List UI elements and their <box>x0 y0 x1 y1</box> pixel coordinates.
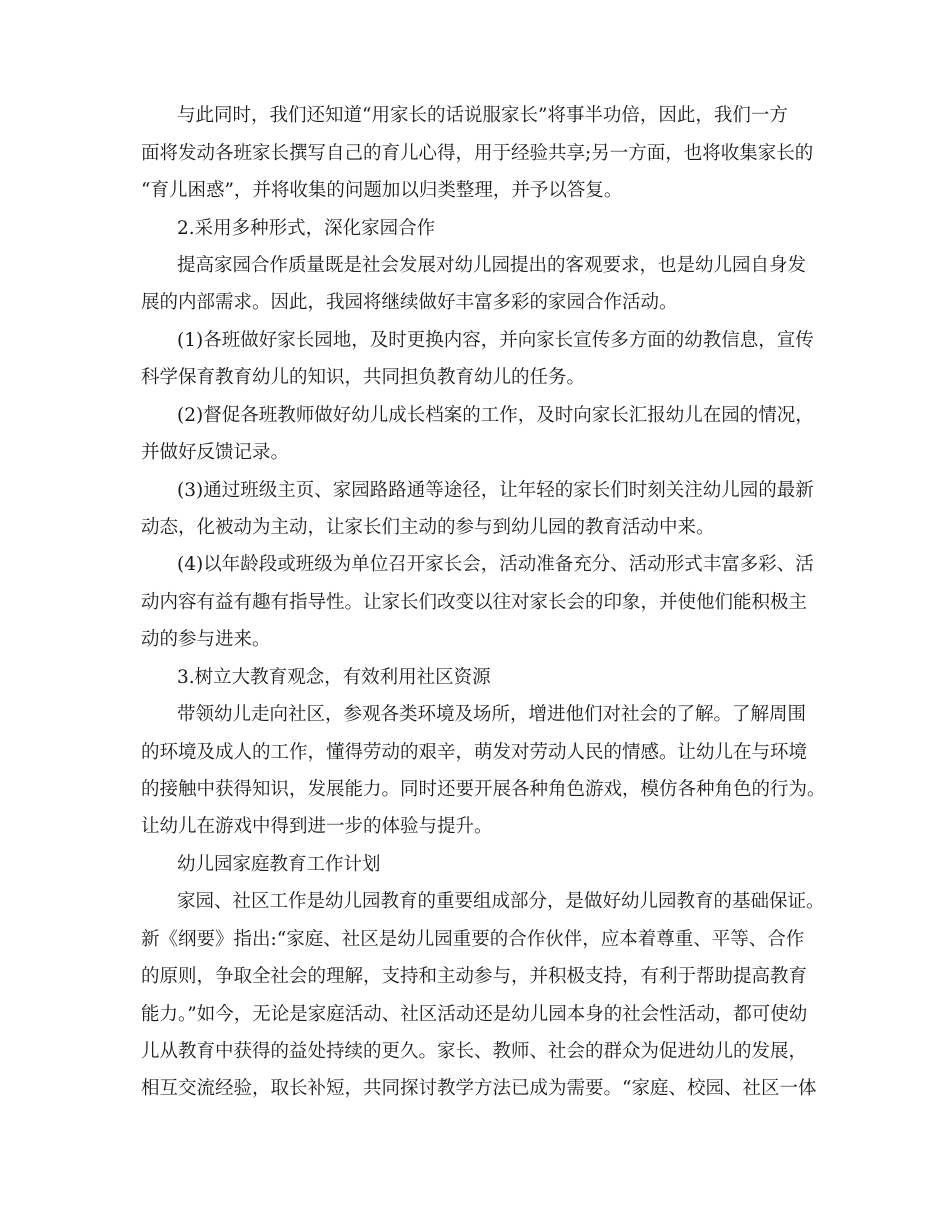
list-item-line: (4)以年龄段或班级为单位召开家长会，活动准备充分、活动形式丰富多彩、活 <box>177 554 814 575</box>
body-text-line: 的原则，争取全社会的理解，支持和主动参与，并积极支持，有利于帮助提高教育 <box>141 966 808 987</box>
body-text-line: 新《纲要》指出:“家庭、社区是幼儿园重要的合作伙伴，应本着尊重、平等、合作 <box>141 929 805 950</box>
body-text-line: 提高家园合作质量既是社会发展对幼儿园提出的客观要求，也是幼儿园自身发 <box>177 255 807 276</box>
body-text-line: “育儿困惑”，并将收集的问题加以归类整理，并予以答复。 <box>141 180 623 201</box>
body-text-line: 的环境及成人的工作，懂得劳动的艰辛，萌发对劳动人民的情感。让幼儿在与环境 <box>141 742 808 763</box>
list-item-line: (1)各班做好家长园地，及时更换内容，并向家长宣传多方面的幼教信息，宣传 <box>177 330 814 351</box>
section-heading: 2.采用多种形式，深化家园合作 <box>177 218 436 239</box>
body-text-line: 儿从教育中获得的益处持续的更久。家长、教师、社会的群众为促进幼儿的发展， <box>141 1041 808 1062</box>
list-item-line: 动的参与进来。 <box>141 629 271 650</box>
body-text-line: 相互交流经验，取长补短，共同探讨教学方法已成为需要。“家庭、校园、社区一体 <box>141 1078 817 1099</box>
list-item-line: (3)通过班级主页、家园路路通等途径，让年轻的家长们时刻关注幼儿园的最新 <box>177 480 814 501</box>
list-item-line: 科学保育教育幼儿的知识，共同担负教育幼儿的任务。 <box>141 367 586 388</box>
list-item-line: 动态，化被动为主动，让家长们主动的参与到幼儿园的教育活动中来。 <box>141 517 715 538</box>
body-text-line: 能力。”如今，无论是家庭活动、社区活动还是幼儿园本身的社会性活动，都可使幼 <box>141 1004 808 1025</box>
body-text-line: 让幼儿在游戏中得到进一步的体验与提升。 <box>141 816 493 837</box>
document-title: 幼儿园家庭教育工作计划 <box>177 854 381 875</box>
body-text-line: 的接触中获得知识，发展能力。同时还要开展各种角色游戏，模仿各种角色的行为。 <box>141 779 826 800</box>
body-text-line: 家园、社区工作是幼儿园教育的重要组成部分，是做好幼儿园教育的基础保证。 <box>177 891 825 912</box>
list-item-line: 并做好反馈记录。 <box>141 442 290 463</box>
body-text-line: 与此同时，我们还知道“用家长的话说服家长”将事半功倍，因此，我们一方 <box>177 105 788 126</box>
list-item-line: 动内容有益有趣有指导性。让家长们改变以往对家长会的印象，并使他们能积极主 <box>141 592 808 613</box>
body-text-line: 展的内部需求。因此，我园将继续做好丰富多彩的家园合作活动。 <box>141 292 678 313</box>
body-text-line: 带领幼儿走向社区，参观各类环境及场所，增进他们对社会的了解。了解周围 <box>177 704 807 725</box>
list-item-line: (2)督促各班教师做好幼儿成长档案的工作，及时向家长汇报幼儿在园的情况， <box>177 405 814 426</box>
body-text-line: 面将发动各班家长撰写自己的育儿心得，用于经验共享;另一方面，也将收集家长的 <box>141 143 814 164</box>
section-heading: 3.树立大教育观念，有效利用社区资源 <box>177 667 491 688</box>
